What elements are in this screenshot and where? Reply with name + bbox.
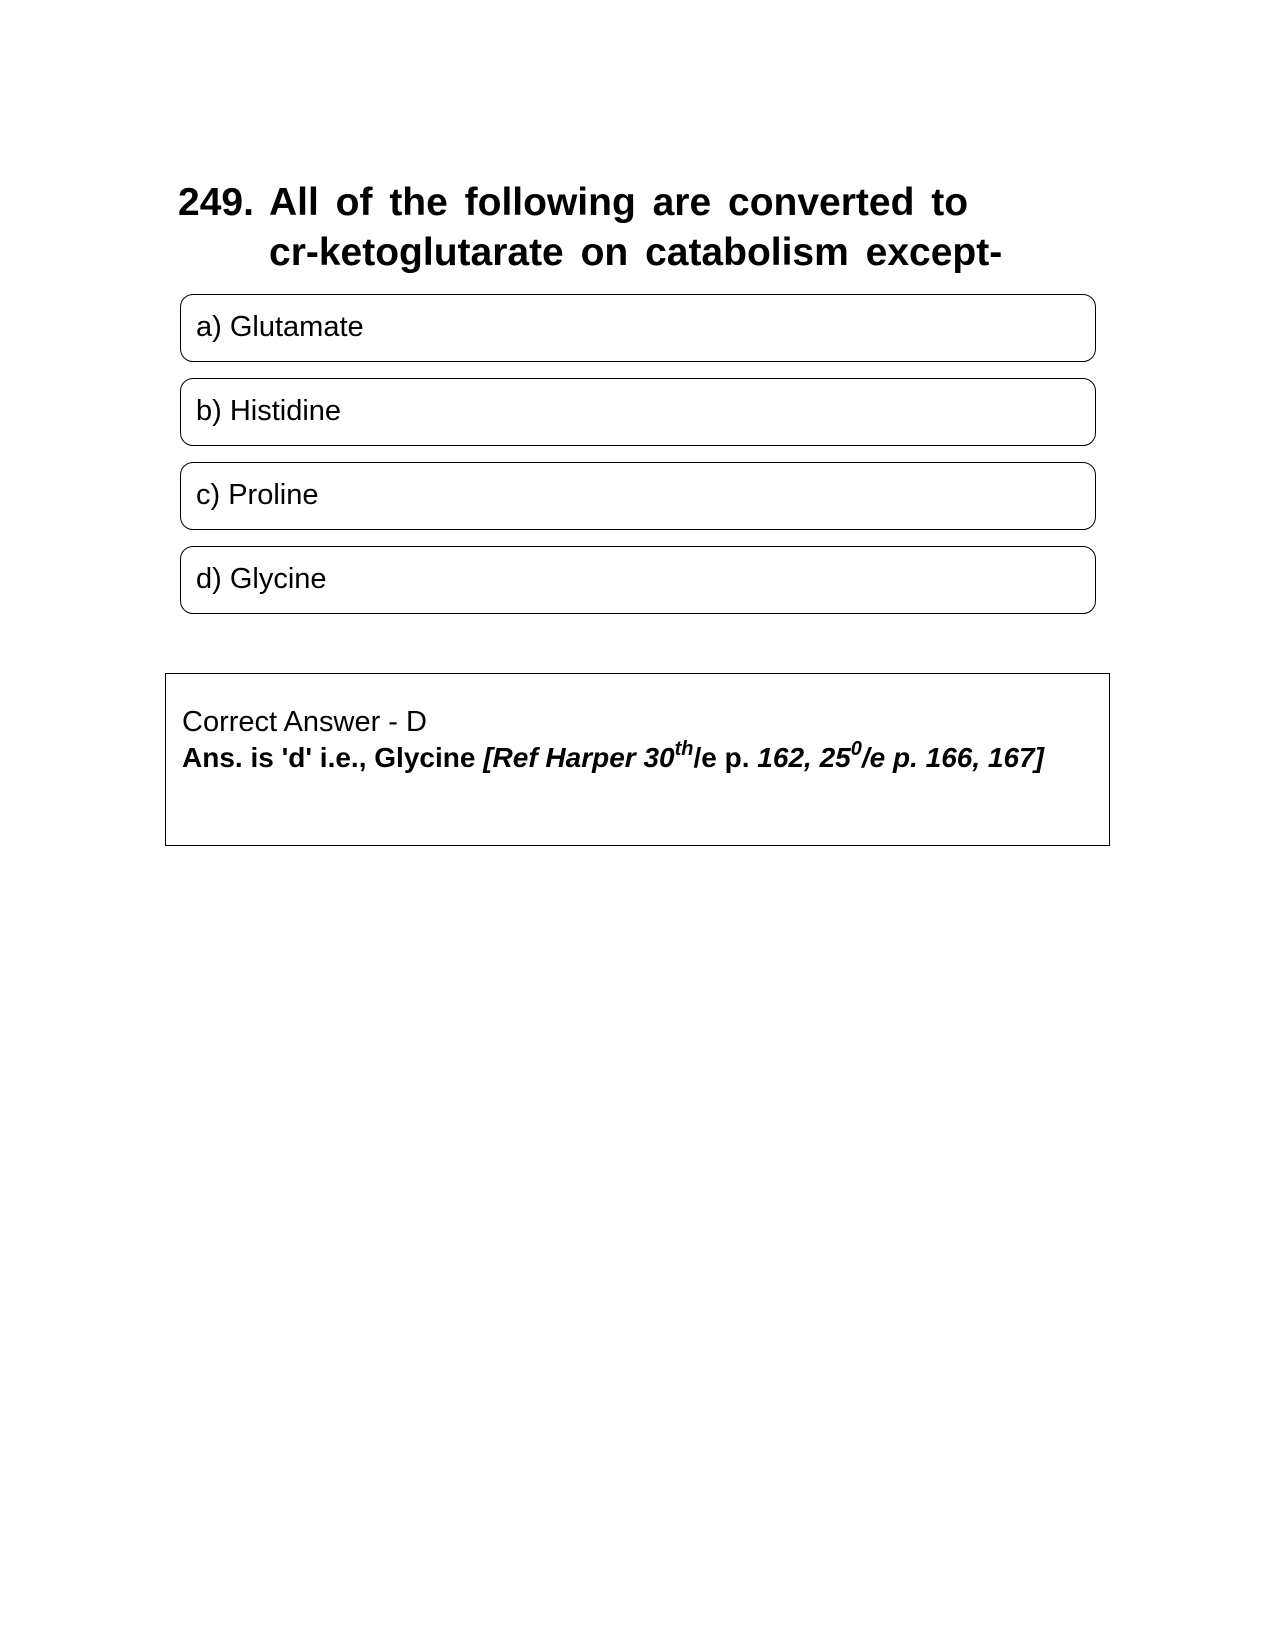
option-a[interactable]: [180, 294, 1096, 362]
option-c[interactable]: [180, 462, 1096, 530]
reference-citation: [483, 737, 1044, 773]
option-a-label: a) Glutamate: [196, 310, 364, 343]
ref-mid-normal: /e p.: [693, 742, 758, 773]
answer-options: [180, 294, 1096, 630]
option-b-label: b) Histidine: [196, 394, 342, 427]
option-d-label: d) Glycine: [196, 562, 327, 595]
ref-sup-th: th: [674, 737, 694, 760]
ref-mid: 162, 25: [757, 742, 851, 773]
question-text-line-1: All of the following are converted to: [269, 181, 969, 224]
answer-box: [165, 673, 1110, 846]
question-heading: [178, 178, 1098, 278]
answer-explanation: [182, 737, 1093, 776]
ref-end: /e p. 166, 167]: [861, 742, 1044, 773]
correct-answer: Correct Answer - D: [182, 706, 427, 738]
question-number: 249.: [178, 181, 254, 224]
ref-open: [Ref Harper 30: [483, 742, 675, 773]
question-text-line-2: cr-ketoglutarate on catabolism except-: [269, 231, 1003, 274]
ref-sup-0: 0: [850, 737, 862, 760]
option-c-label: c) Proline: [196, 478, 319, 511]
explanation-main: Ans. is 'd' i.e., Glycine: [182, 742, 484, 773]
option-b[interactable]: [180, 378, 1096, 446]
option-d[interactable]: [180, 546, 1096, 614]
question-text: [269, 178, 1098, 278]
